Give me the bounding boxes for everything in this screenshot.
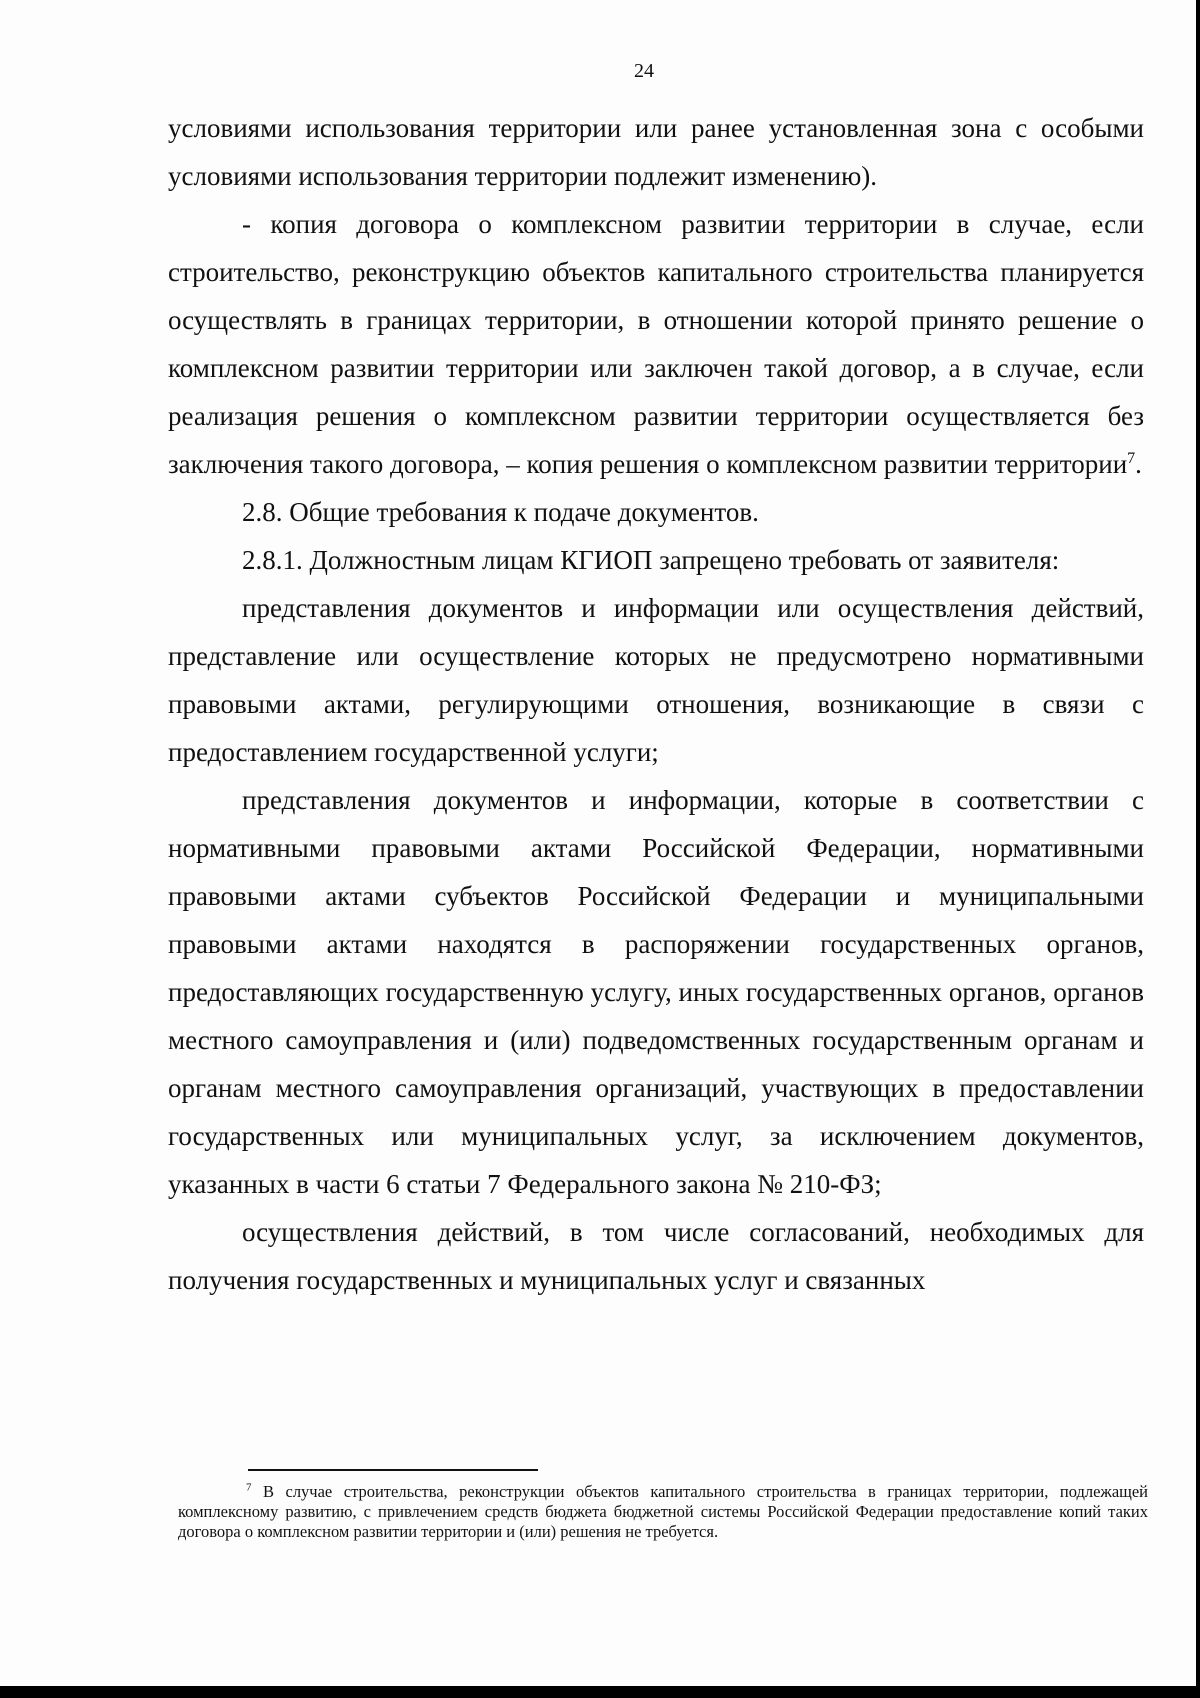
paragraph-contract-copy-tail: . bbox=[1135, 449, 1142, 479]
paragraph-requirement-3: осуществления действий, в том числе согласований, необходимых для получения государственных и муниципальных услуг и связанных bbox=[168, 1217, 1144, 1295]
scan-edge-bottom bbox=[0, 1686, 1200, 1698]
body-text bbox=[168, 104, 1144, 1304]
page-number: 24 bbox=[634, 60, 654, 82]
paragraph-requirement-2: представления документов и информации, которые в соответствии с нормативными правовыми актами Российской Федерации, нормативными правовыми актами субъектов Российской Федерации и муниципальными правовыми актами находятся в распоряжении государственных органов, предоставляющих государственную услугу, иных государственных органов, органов местного самоуправления и (или) подведомственных государственным органам и органам местного самоуправления организаций, участвующих в предоставлении государственных или муниципальных услуг, за исключением документов, указанных в части 6 статьи 7 Федерального закона № 210-ФЗ; bbox=[168, 785, 1144, 1199]
footnote bbox=[178, 1482, 1148, 1542]
paragraph-contract-copy-text: - копия договора о комплексном развитии территории в случае, если строительство, реконструкцию объектов капитального строительства планируется осуществлять в границах территории, в отношении которой принято решение о комплексном развитии территории или заключен такой договор, а в случае, если реализация решения о комплексном развитии территории осуществляется без заключения такого договора, – копия решения о комплексном развитии территории bbox=[168, 209, 1144, 479]
paragraph-contract-copy bbox=[168, 200, 1144, 488]
section-heading-2-8: 2.8. Общие требования к подаче документов. bbox=[242, 497, 759, 527]
footnote-text: В случае строительства, реконструкции объектов капитального строительства в границах территории, подлежащей комплексному развитию, с привлечением средств бюджета бюджетной системы Российской Федерации предоставление копий таких договора о комплексном развитии территории и (или) решения не требуется. bbox=[178, 1482, 1149, 1541]
scan-edge-right bbox=[1196, 0, 1200, 1698]
paragraph-requirement-1: представления документов и информации или осуществления действий, представление или осуществление которых не предусмотрено нормативными правовыми актами, регулирующими отношения, возникающие в связи с предоставлением государственной услуги; bbox=[168, 593, 1144, 767]
footnote-reference: 7 bbox=[1127, 450, 1136, 467]
paragraph-continuation: условиями использования территории или ранее установленная зона с особыми условиями использования территории подлежит изменению). bbox=[168, 113, 1144, 191]
footnote-mark: 7 bbox=[246, 1481, 252, 1494]
footnote-divider bbox=[248, 1469, 538, 1471]
section-heading-2-8-1: 2.8.1. Должностным лицам КГИОП запрещено требовать от заявителя: bbox=[242, 545, 1060, 575]
